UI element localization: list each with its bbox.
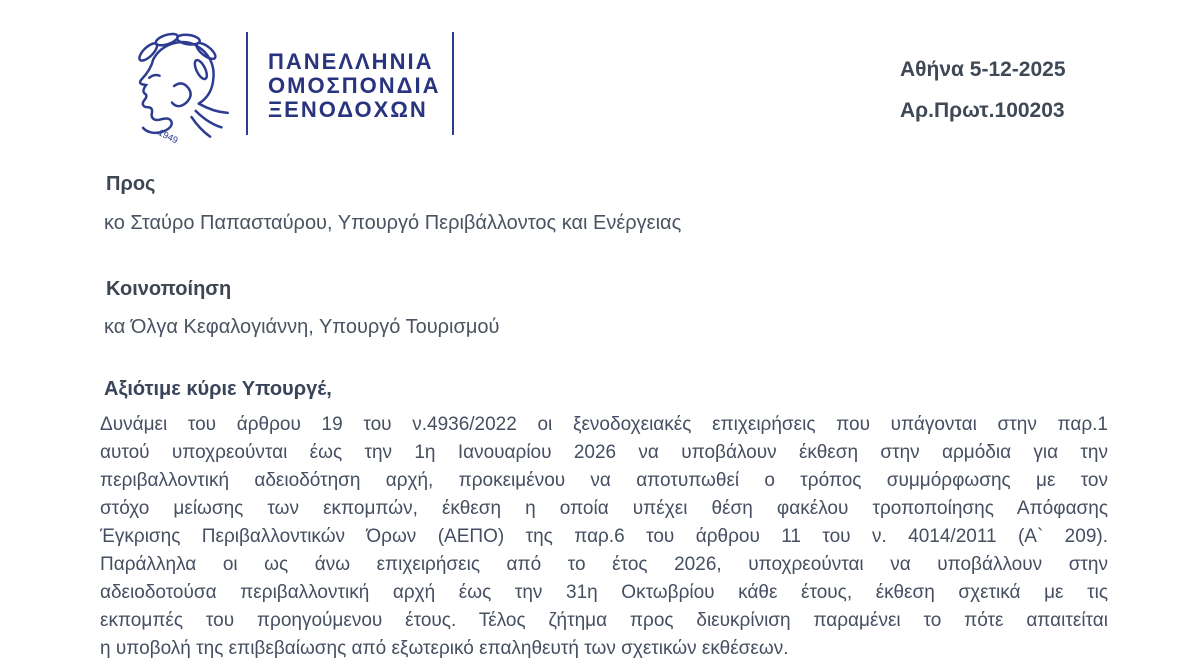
paragraph-line: αυτού υποχρεούνται έως την 1η Ιανουαρίου 2026 να υποβάλουν έκθεση στην αρμόδια για την [100,442,1108,463]
paragraph-line: εκπομπές του προηγούμενου έτους. Τέλος ζήτημα προς διευκρίνιση παραμένει το πότε απαιτείται [100,610,1108,631]
letter-body [100,411,1108,660]
logo-year: 1949 [156,127,180,144]
cc-label: Κοινοποίηση [106,278,232,300]
protocol-number: Αρ.Πρωτ.100203 [900,99,1065,122]
org-name-line-1: ΠΑΝΕΛΛΗΝΙΑ [268,49,434,74]
logo-divider-left [246,32,248,135]
paragraph-line: Δυνάμει του άρθρου 19 του ν.4936/2022 οι ξενοδοχειακές επιχειρήσεις που υπάγονται στην παρ.1 [100,414,1108,435]
paragraph-line: στόχο μείωσης των εκπομπών, έκθεση η οποία υπέχει θέση φακέλου τροποποίησης Απόφασης [100,498,1108,519]
to-label: Προς [106,173,156,195]
org-name-line-2: ΟΜΟΣΠΟΝΔΙΑ [268,73,441,98]
paragraph-line: η υποβολή της επιβεβαίωσης από εξωτερικό επαληθευτή των σχετικών εκθέσεων. [100,638,789,659]
organization-name [268,50,440,122]
paragraph-line: Έγκρισης Περιβαλλοντικών Όρων (ΑΕΠΟ) της παρ.6 του άρθρου 11 του ν. 4014/2011 (Α` 209). [100,526,1108,547]
federation-logo [110,24,238,144]
letter-date: Αθήνα 5-12-2025 [900,58,1066,81]
classical-head-laurel-icon [110,24,238,144]
to-recipient: κο Σταύρο Παπασταύρου, Υπουργό Περιβάλλοντος και Ενέργειας [104,212,682,234]
cc-recipient: κα Όλγα Κεφαλογιάννη, Υπουργό Τουρισμού [104,316,500,338]
paragraph-line: Παράλληλα οι ως άνω επιχειρήσεις από το έτος 2026, υποχρεούνται να υποβάλλουν στην [100,554,1108,575]
logo-divider-right [452,32,454,135]
paragraph-line: περιβαλλοντική αδειοδότηση αρχή, προκειμένου να αποτυπωθεί ο τρόπος συμμόρφωσης με τον [100,470,1108,491]
org-name-line-3: ΞΕΝΟΔΟΧΩΝ [268,97,428,122]
salutation: Αξιότιμε κύριε Υπουργέ, [104,378,332,400]
paragraph-line: αδειοδοτούσα περιβαλλοντική αρχή έως την 31η Οκτωβρίου κάθε έτους, έκθεση σχετικά με τις [100,582,1108,603]
letter-meta [900,58,1066,140]
